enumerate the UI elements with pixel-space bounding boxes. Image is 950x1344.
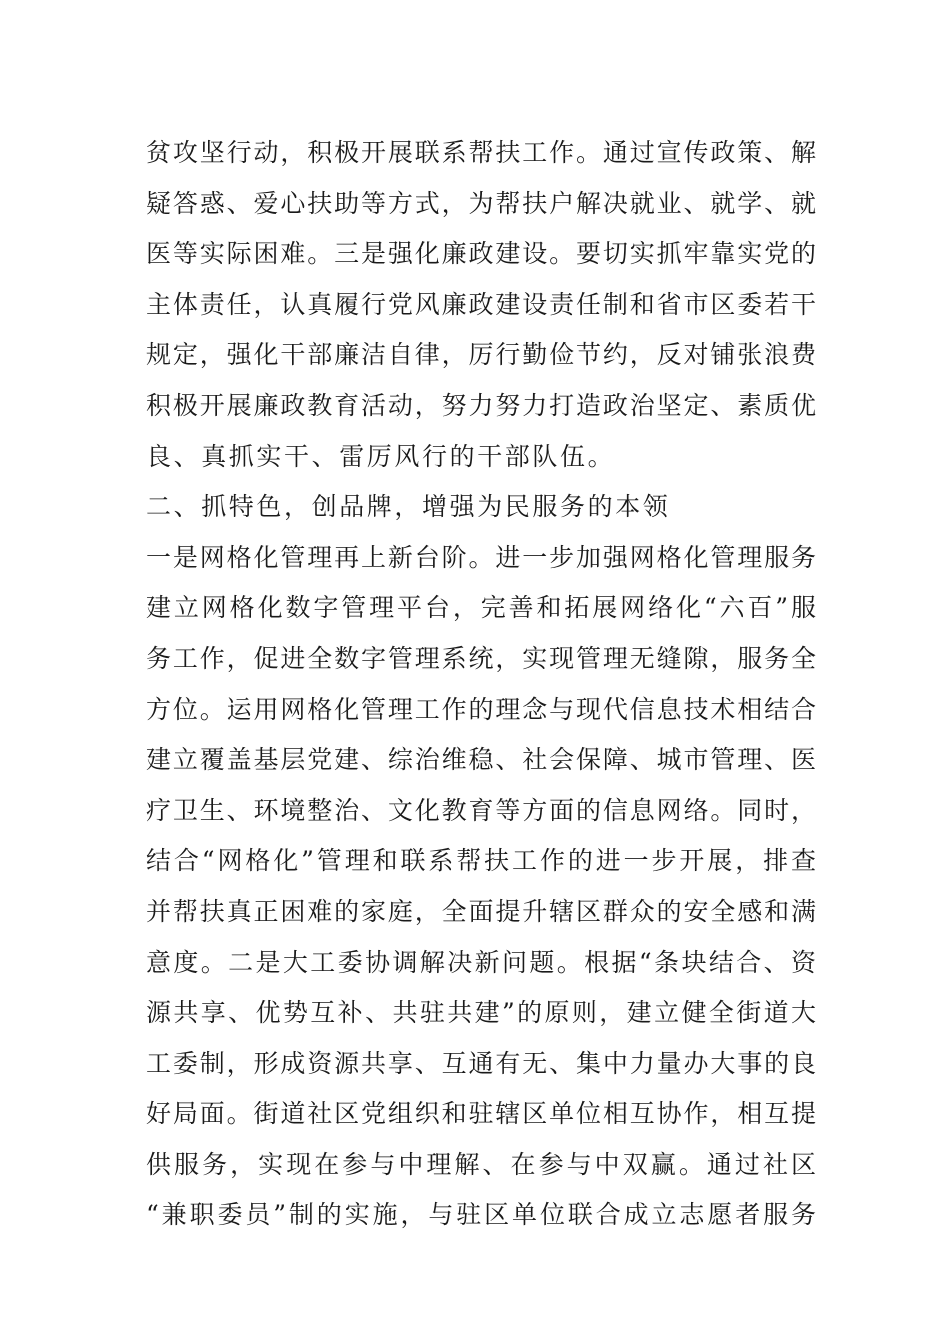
text-line: 结合“网格化”管理和联系帮扶工作的进一步开展，排查 [146, 846, 816, 876]
section-heading: 二、抓特色，创品牌，增强为民服务的本领 [146, 492, 671, 522]
text-line: 源共享、优势互补、共驻共建”的原则，建立健全街道大 [146, 998, 816, 1028]
text-line: 工委制，形成资源共享、互通有无、集中力量办大事的良 [146, 1048, 816, 1078]
text-line: 贫攻坚行动，积极开展联系帮扶工作。通过宣传政策、解 [146, 138, 816, 167]
text-line: 疗卫生、环境整治、文化教育等方面的信息网络。同时， [146, 795, 816, 825]
text-line: 积极开展廉政教育活动，努力努力打造政治坚定、素质优 [146, 390, 816, 420]
text-line: 供服务，实现在参与中理解、在参与中双赢。通过社区 [146, 1149, 816, 1179]
text-line: 一是网格化管理再上新台阶。进一步加强网格化管理服务 [146, 542, 816, 572]
text-line: 方位。运用网格化管理工作的理念与现代信息技术相结合 [146, 694, 816, 724]
text-line: 意度。二是大工委协调解决新问题。根据“条块结合、资 [146, 947, 816, 977]
text-line: 好局面。街道社区党组织和驻辖区单位相互协作，相互提 [146, 1099, 816, 1129]
text-line: 建立网格化数字管理平台，完善和拓展网络化“六百”服 [146, 593, 816, 623]
text-line: 务工作，促进全数字管理系统，实现管理无缝隙，服务全 [146, 643, 816, 673]
text-line: 医等实际困难。三是强化廉政建设。要切实抓牢靠实党的 [146, 239, 816, 269]
text-line: 良、真抓实干、雷厉风行的干部队伍。 [146, 441, 616, 471]
text-line: 疑答惑、爱心扶助等方式，为帮扶户解决就业、就学、就 [146, 188, 816, 218]
text-line: 并帮扶真正困难的家庭，全面提升辖区群众的安全感和满 [146, 896, 816, 926]
text-line: 规定，强化干部廉洁自律，厉行勤俭节约，反对铺张浪费 [146, 340, 816, 370]
text-line: “兼职委员”制的实施，与驻区单位联合成立志愿者服务 [146, 1200, 816, 1230]
text-line: 主体责任，认真履行党风廉政建设责任制和省市区委若干 [146, 289, 816, 319]
document-body [146, 128, 816, 1241]
text-line: 建立覆盖基层党建、综治维稳、社会保障、城市管理、医 [146, 745, 816, 775]
